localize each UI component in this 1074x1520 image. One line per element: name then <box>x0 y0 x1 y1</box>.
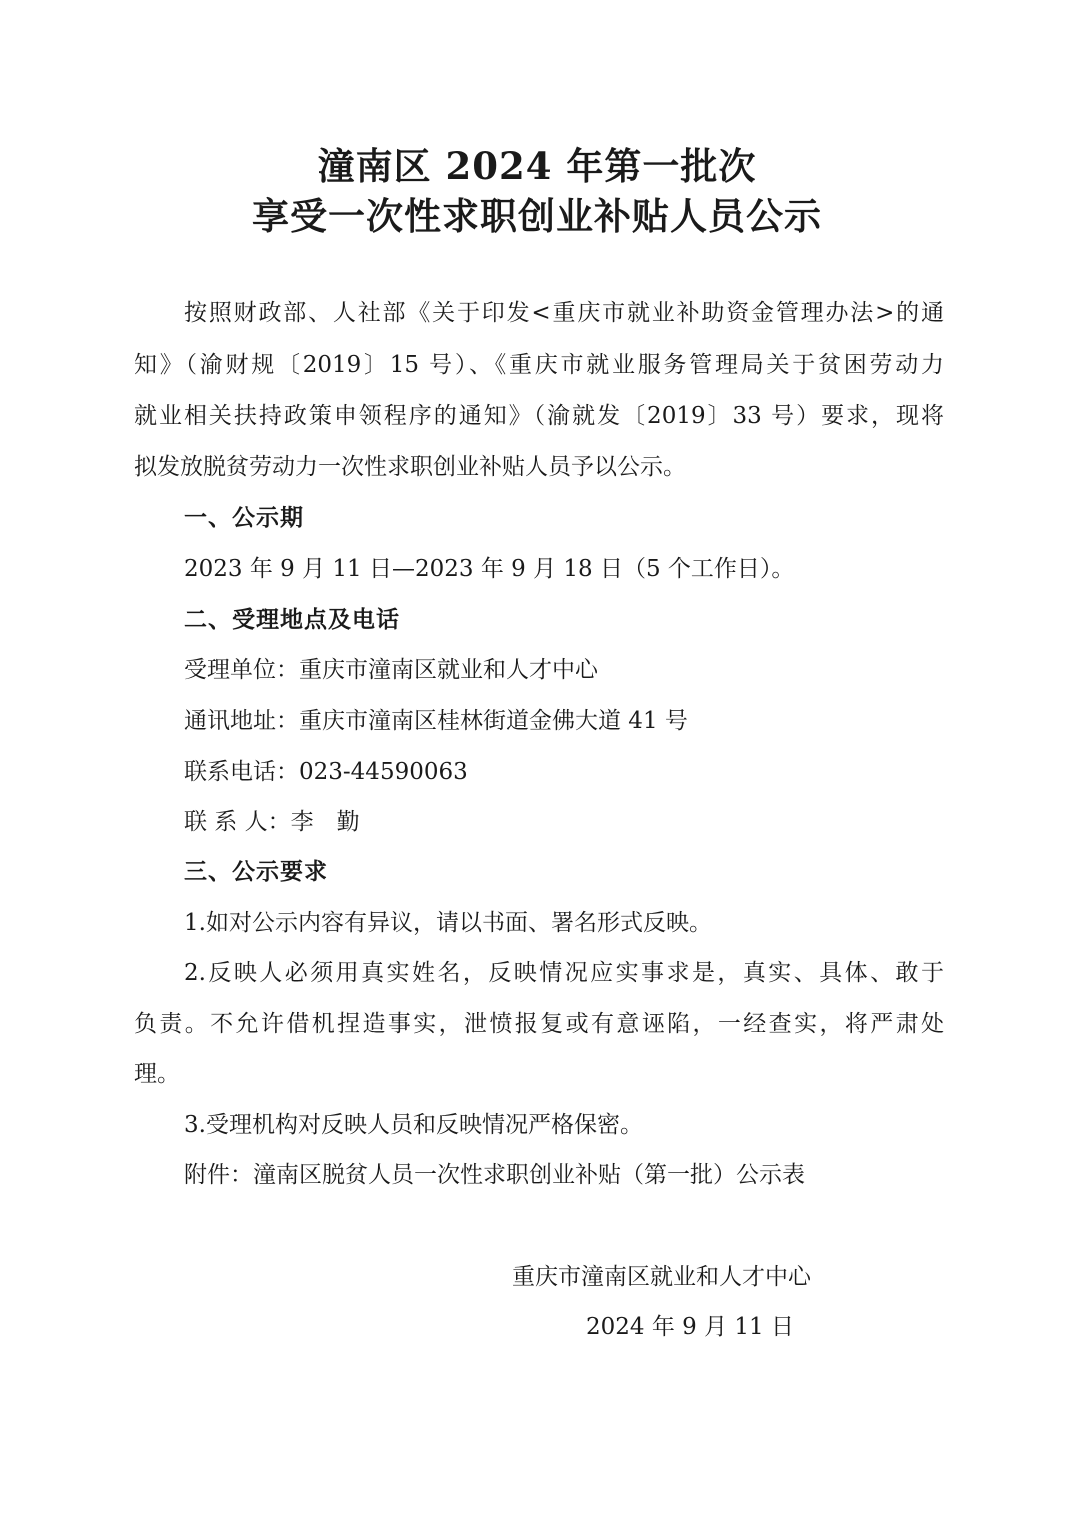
requirement-2-line-2: 负责。不允许借机捏造事实，泄愤报复或有意诬陷，一经查实，将严肃处 <box>134 1011 944 1037</box>
signature-org: 重庆市潼南区就业和人才中心 <box>512 1264 811 1290</box>
requirement-3: 3.受理机构对反映人员和反映情况严格保密。 <box>184 1112 643 1138</box>
signature-date: 2024 年 9 月 11 日 <box>586 1314 794 1340</box>
contact-person: 联 系 人：李 勤 <box>184 809 360 835</box>
attachment-note: 附件：潼南区脱贫人员一次性求职创业补贴（第一批）公示表 <box>184 1162 805 1188</box>
section-3-heading: 三、公示要求 <box>184 859 328 885</box>
intro-line-2: 知》（渝财规〔2019〕15 号）、《重庆市就业服务管理局关于贫困劳动力 <box>134 352 944 378</box>
document-title-line-1: 潼南区 2024 年第一批次 <box>317 144 757 188</box>
intro-line-1: 按照财政部、人社部《关于印发<重庆市就业补助资金管理办法>的通 <box>184 300 944 326</box>
section-2-heading: 二、受理地点及电话 <box>184 607 400 633</box>
publicity-period: 2023 年 9 月 11 日—2023 年 9 月 18 日（5 个工作日）。 <box>184 556 795 582</box>
document-title-line-2: 享受一次性求职创业补贴人员公示 <box>252 194 822 238</box>
section-1-heading: 一、公示期 <box>184 505 304 531</box>
accepting-unit: 受理单位：重庆市潼南区就业和人才中心 <box>184 657 598 683</box>
intro-line-4: 拟发放脱贫劳动力一次性求职创业补贴人员予以公示。 <box>134 454 686 480</box>
requirement-1: 1.如对公示内容有异议，请以书面、署名形式反映。 <box>184 910 712 936</box>
intro-line-3: 就业相关扶持政策申领程序的通知》（渝就发〔2019〕33 号）要求，现将 <box>134 403 944 429</box>
requirement-2-line-3: 理。 <box>134 1061 180 1087</box>
mailing-address: 通讯地址：重庆市潼南区桂林街道金佛大道 41 号 <box>184 708 688 734</box>
requirement-2-line-1: 2.反映人必须用真实姓名，反映情况应实事求是，真实、具体、敢于 <box>184 960 944 986</box>
contact-phone: 联系电话：023-44590063 <box>184 759 468 785</box>
